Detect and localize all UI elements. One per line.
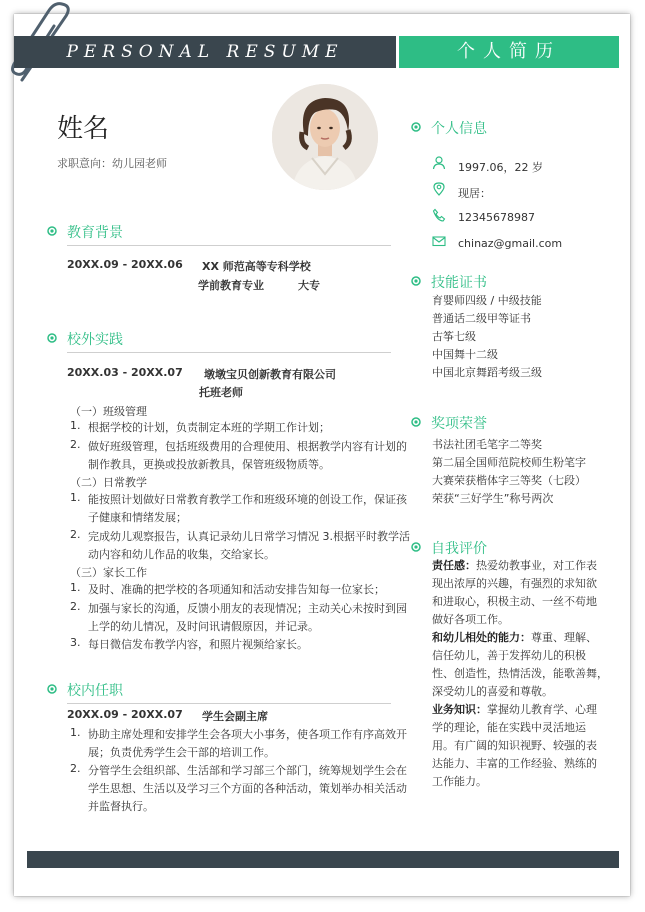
section-title-practice: 校外实践 xyxy=(67,332,123,348)
self-eval-body: 达能力、丰富的工作经验、熟练的 xyxy=(432,757,597,770)
self-eval-line xyxy=(432,575,610,593)
education-period: 20XX.09 - 20XX.06 xyxy=(67,258,183,271)
list-number: 1. xyxy=(70,581,81,594)
list-item: 能按照计划做好日常教育教学工作和班级环境的创设工作，保证孩 xyxy=(88,493,407,506)
user-icon xyxy=(432,156,446,170)
footer-bar xyxy=(27,851,619,868)
list-item: 完成幼儿观察报告，认真记录幼儿日常学习情况 3.根据平时教学活 xyxy=(88,530,410,543)
list-item: 并监督执行。 xyxy=(88,800,154,813)
email-icon xyxy=(432,234,446,248)
school-job-period: 20XX.09 - 20XX.07 xyxy=(67,708,183,721)
skill-item: 中国北京舞蹈考级三级 xyxy=(432,366,542,379)
self-eval-body: 信任幼儿，善于发挥幼儿的积极 xyxy=(432,649,586,662)
list-item: 加强与家长的沟通，反馈小朋友的表现情况；主动关心未按时到园 xyxy=(88,602,407,615)
list-item: 动内容和幼儿作品的收集，交给家长。 xyxy=(88,548,275,561)
self-eval-body: 尊重、理解、 xyxy=(531,631,597,644)
honor-item: 大赛荣获楷体字三等奖（七段） xyxy=(432,474,586,487)
list-number: 2. xyxy=(70,438,81,451)
honor-item: 荣获“三好学生”称号两次 xyxy=(432,492,554,505)
job-intent: 求职意向：幼儿园老师 xyxy=(57,157,167,170)
self-eval-line xyxy=(432,683,610,701)
practice-role: 托班老师 xyxy=(199,386,243,399)
practice-period: 20XX.03 - 20XX.07 xyxy=(67,366,183,379)
birth-info: 1997.06，22 岁 xyxy=(458,161,543,174)
divider xyxy=(67,703,391,704)
candidate-name: 姓名 xyxy=(57,114,110,144)
practice-group-heading: （一）班级管理 xyxy=(70,405,147,418)
list-item: 根据学校的计划，负责制定本班的学期工作计划； xyxy=(88,421,330,434)
skill-item: 中国舞十二级 xyxy=(432,348,498,361)
list-item: 分管学生会组织部、生活部和学习部三个部门，统筹规划学生会在 xyxy=(88,764,407,777)
divider xyxy=(67,352,391,353)
header-title-cn: 个人简历 xyxy=(399,36,619,68)
residence-info: 现居： xyxy=(458,187,491,200)
self-eval-body: 热爱幼教事业，对工作表 xyxy=(476,559,597,572)
education-school: XX 师范高等专科学校 xyxy=(202,260,311,273)
practice-group-heading: （三）家长工作 xyxy=(70,566,147,579)
self-eval-line xyxy=(432,737,610,755)
section-title-honors: 奖项荣誉 xyxy=(431,416,487,432)
self-eval-line xyxy=(432,773,610,791)
self-eval-body: 用。有广阔的知识视野、较强的表 xyxy=(432,739,597,752)
header-title-en: PERSONAL RESUME xyxy=(14,36,396,68)
self-eval-label: 和幼儿相处的能力： xyxy=(432,631,531,644)
phone-icon xyxy=(432,208,446,222)
list-item: 协助主席处理和安排学生会各项大小事务，使各项工作有序高效开 xyxy=(88,728,407,741)
section-bullet-icon xyxy=(47,333,57,343)
list-number: 1. xyxy=(70,491,81,504)
section-title-education: 教育背景 xyxy=(67,225,123,241)
self-eval-body: 深受幼儿的喜爱和尊敬。 xyxy=(432,685,553,698)
list-item: 学生思想、生活以及学习三个方面的各种活动，策划举办相关活动 xyxy=(88,782,407,795)
education-degree: 大专 xyxy=(298,279,320,292)
list-item: 每日微信发布教学内容，和照片视频给家长。 xyxy=(88,638,308,651)
self-eval-body: 学的理论，能在实践中灵活地运 xyxy=(432,721,586,734)
list-item: 展；负责优秀学生会干部的培训工作。 xyxy=(88,746,275,759)
section-bullet-icon xyxy=(411,122,421,132)
self-eval-label: 责任感： xyxy=(432,559,476,572)
self-eval-label: 业务知识： xyxy=(432,703,487,716)
section-bullet-icon xyxy=(411,276,421,286)
section-title-personal-info: 个人信息 xyxy=(431,121,487,137)
honor-item: 书法社团毛笔字二等奖 xyxy=(432,438,542,451)
self-eval-line xyxy=(432,557,610,575)
portrait-image xyxy=(272,84,378,190)
self-eval-text xyxy=(432,557,610,791)
self-eval-line xyxy=(432,647,610,665)
self-eval-line xyxy=(432,719,610,737)
self-eval-line xyxy=(432,665,610,683)
list-item: 子健康和情绪发展； xyxy=(88,511,187,524)
section-title-school-job: 校内任职 xyxy=(67,683,123,699)
email-address: chinaz@gmail.com xyxy=(458,237,563,250)
honor-item: 第二届全国师范院校师生粉笔字 xyxy=(432,456,586,469)
list-number: 3. xyxy=(70,636,81,649)
list-number: 1. xyxy=(70,419,81,432)
skill-item: 普通话二级甲等证书 xyxy=(432,312,531,325)
self-eval-line xyxy=(432,611,610,629)
skill-item: 古筝七级 xyxy=(432,330,476,343)
self-eval-body: 工作能力。 xyxy=(432,775,487,788)
section-bullet-icon xyxy=(411,542,421,552)
avatar xyxy=(272,84,378,190)
section-bullet-icon xyxy=(47,226,57,236)
location-pin-icon xyxy=(432,182,446,196)
list-item: 及时、准确的把学校的各项通知和活动安排告知每一位家长； xyxy=(88,583,385,596)
school-job-position: 学生会副主席 xyxy=(202,710,268,723)
list-number: 2. xyxy=(70,528,81,541)
section-bullet-icon xyxy=(411,417,421,427)
section-title-self-eval: 自我评价 xyxy=(431,541,487,557)
phone-number: 12345678987 xyxy=(458,211,535,224)
divider xyxy=(67,245,391,246)
section-title-skills: 技能证书 xyxy=(431,275,487,291)
self-eval-body: 和进取心，积极主动、一丝不苟地 xyxy=(432,595,597,608)
practice-group-heading: （二）日常教学 xyxy=(70,476,147,489)
list-item: 上学的幼儿情况，及时问讯请假原因，并记录。 xyxy=(88,620,319,633)
list-number: 2. xyxy=(70,600,81,613)
self-eval-body: 性、创造性，热情活泼，能歌善舞， xyxy=(432,667,608,680)
self-eval-body: 掌握幼儿教育学、心理 xyxy=(487,703,597,716)
list-item: 做好班级管理，包括班级费用的合理使用、根据教学内容有计划的 xyxy=(88,440,407,453)
self-eval-body: 做好各项工作。 xyxy=(432,613,509,626)
skill-item: 育婴师四级 / 中级技能 xyxy=(432,294,542,307)
list-number: 2. xyxy=(70,762,81,775)
self-eval-line xyxy=(432,755,610,773)
practice-company: 墩墩宝贝创新教育有限公司 xyxy=(204,368,336,381)
list-item: 制作教具，更换或投放新教具，保管班级物质等。 xyxy=(88,458,330,471)
self-eval-line xyxy=(432,701,610,719)
education-major: 学前教育专业 xyxy=(198,279,264,292)
self-eval-body: 现出浓厚的兴趣，有强烈的求知欲 xyxy=(432,577,597,590)
list-number: 1. xyxy=(70,726,81,739)
self-eval-line xyxy=(432,593,610,611)
self-eval-line xyxy=(432,629,610,647)
section-bullet-icon xyxy=(47,684,57,694)
